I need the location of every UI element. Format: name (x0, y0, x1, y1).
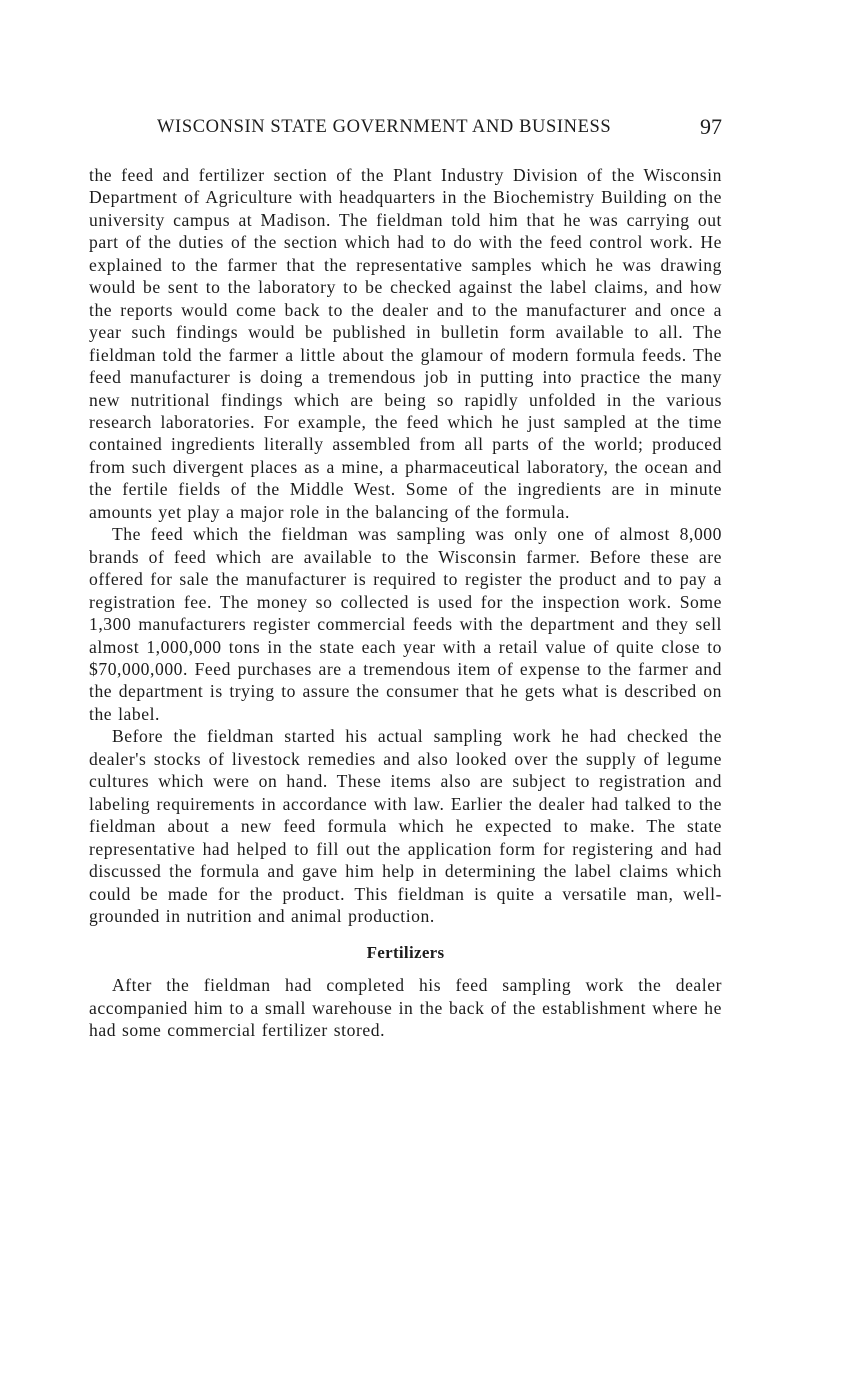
running-head (89, 112, 722, 146)
body-text (89, 164, 722, 1042)
book-page (89, 112, 722, 1042)
paragraph-continued: the feed and fertilizer section of the Plant Industry Division of the Wisconsin Department of Agriculture with headquarters in the Biochemistry Building on the university campus at Madison. The fieldman told him that he was carrying out part of the duties of the section which had to do with the feed control work. He explained to the farmer that the representative samples which he was drawing would be sent to the laboratory to be checked against the label claims, and how the reports would come back to the dealer and to the manufacturer and once a year such findings would be published in bulletin form available to all. The fieldman told the farmer a little about the glamour of modern formula feeds. The feed manufacturer is doing a tremendous job in putting into practice the many new nutritional findings which are being so rapidly unfolded in the various research laboratories. For example, the feed which he just sampled at the time contained ingredients literally assembled from all parts of the world; produced from such divergent places as a mine, a pharmaceutical laboratory, the ocean and the fertile fields of the Middle West. Some of the ingredients are in minute amounts yet play a major role in the balancing of the formula. (89, 165, 722, 522)
page-number: 97 (700, 114, 722, 139)
section-heading-fertilizers: Fertilizers (366, 943, 445, 963)
paragraph-fieldman-checks: Before the fieldman started his actual sampling work he had checked the dealer's stocks of livestock remedies and also looked over the supply of legume cultures which were on hand. These items also are subject to registration and labeling requirements in accordance with law. Earlier the dealer had talked to the fieldman about a new feed formula which he expected to make. The state representative had helped to fill out the application form for registering and had discussed the formula and gave him help in determining the label claims which could be made for the product. This fieldman is quite a versatile man, well-grounded in nutrition and animal production. (89, 726, 722, 926)
running-title: WISCONSIN STATE GOVERNMENT AND BUSINESS (157, 117, 612, 137)
paragraph-feed-brands: The feed which the fieldman was sampling was only one of almost 8,000 brands of feed which are available to the Wisconsin farmer. Before these are offered for sale the manufacturer is required to register the product and to pay a registration fee. The money so collected is used for the inspection work. Some 1,300 manufacturers register commercial feeds with the department and they sell almost 1,000,000 tons in the state each year with a retail value of quite close to $70,000,000. Feed purchases are a tremendous item of expense to the farmer and the department is trying to assure the consumer that he gets what is described on the label. (89, 524, 722, 724)
paragraph-fertilizers: After the fieldman had completed his feed sampling work the dealer accompanied him to a small warehouse in the back of the establishment where he had some commercial fertilizer stored. (89, 975, 722, 1041)
